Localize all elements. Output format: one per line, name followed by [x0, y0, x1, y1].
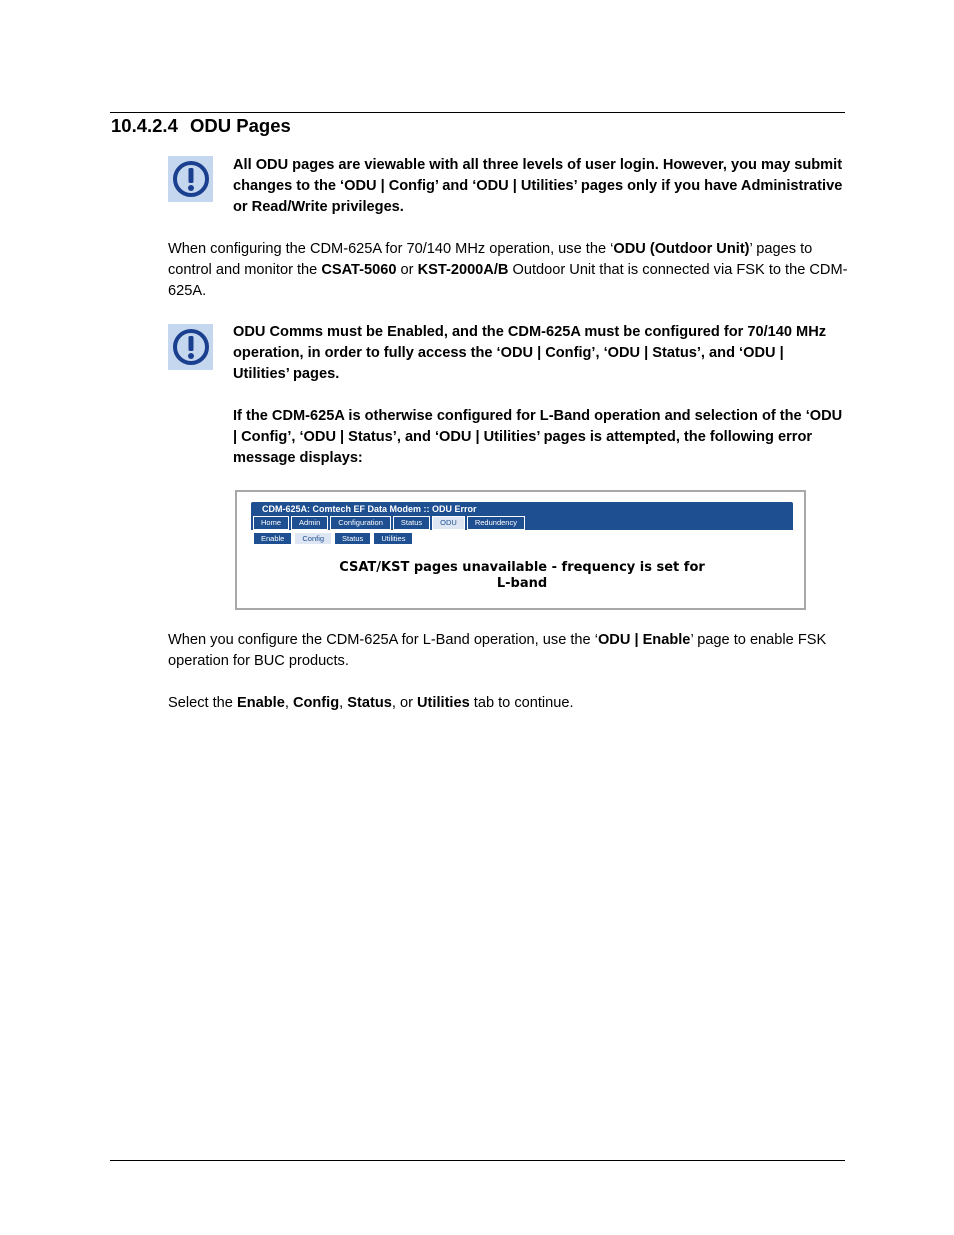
bottom-rule [110, 1160, 845, 1161]
bold-term: CSAT-5060 [321, 262, 397, 278]
paragraph-odu-intro [168, 239, 848, 302]
subtab-enable[interactable]: Enable [253, 532, 292, 545]
tab-redundency[interactable]: Redundency [467, 516, 525, 530]
tab-home[interactable]: Home [253, 516, 289, 530]
bold-term: ODU (Outdoor Unit) [613, 241, 750, 257]
bold-term: Utilities [417, 695, 470, 711]
section-heading [111, 115, 291, 137]
odu-error-screenshot [235, 490, 806, 610]
error-message-line-2: L-band [496, 576, 548, 591]
text: Outdoor Unit that is connected via FSK to the CDM-625A. [168, 262, 848, 299]
subtab-config[interactable]: Config [294, 532, 332, 545]
screenshot-error-message [251, 560, 793, 592]
bold-term: Config [292, 695, 340, 711]
note-1-text: All ODU pages are viewable with all three levels of user login. However, you may submit changes to the ‘ODU | Config’ and ‘ODU | Utilities’ pages only if you have Administrative or Read/Write privileges. [233, 157, 843, 215]
important-note-icon [168, 156, 213, 202]
important-note-icon [168, 324, 213, 370]
section-number: 10.4.2.4 [111, 115, 178, 136]
tab-odu[interactable]: ODU [432, 516, 465, 530]
text: , [339, 695, 348, 711]
bold-term: ODU | Enable [597, 632, 691, 648]
screenshot-main-tabs [251, 516, 793, 530]
paragraph-select-tab [168, 693, 848, 714]
text: tab to continue. [469, 695, 574, 711]
text: ’ pages to control and monitor the [168, 241, 813, 278]
section-title: ODU Pages [190, 115, 291, 136]
text: When you configure the CDM-625A for L-Band operation, use the ‘ [168, 632, 598, 648]
subtab-utilities[interactable]: Utilities [373, 532, 413, 545]
text: or [396, 262, 418, 278]
screenshot-sub-tabs [251, 532, 793, 545]
bold-term: KST-2000A/B [417, 262, 509, 278]
text: ’ page to enable FSK operation for BUC products. [168, 632, 827, 669]
tab-admin[interactable]: Admin [291, 516, 328, 530]
text: , [284, 695, 293, 711]
tab-status[interactable]: Status [393, 516, 430, 530]
top-rule [110, 112, 845, 113]
screenshot-title-bar: CDM-625A: Comtech EF Data Modem :: ODU Error [251, 502, 793, 516]
subtab-status[interactable]: Status [334, 532, 371, 545]
note-2-text-2: If the CDM-625A is otherwise configured for L-Band operation and selection of the ‘ODU | Config’, ‘ODU | Status’, and ‘ODU | Utilities’ pages is attempted, the following error message displays: [233, 408, 843, 466]
text: When configuring the CDM-625A for 70/140 MHz operation, use the ‘ [168, 241, 614, 257]
paragraph-lband [168, 630, 848, 672]
bold-term: Enable [236, 695, 285, 711]
text: , or [391, 695, 417, 711]
bold-term: Status [347, 695, 392, 711]
text: Select the [168, 695, 237, 711]
error-message-line-1: CSAT/KST pages unavailable - frequency is set for [339, 560, 705, 575]
note-1 [233, 155, 843, 218]
note-2 [233, 322, 843, 469]
tab-configuration[interactable]: Configuration [330, 516, 391, 530]
note-2-text-1: ODU Comms must be Enabled, and the CDM-625A must be configured for 70/140 MHz operation, in order to fully access the ‘ODU | Config’, ‘ODU | Status’, and ‘ODU | Utilities’ pages. [233, 324, 827, 382]
